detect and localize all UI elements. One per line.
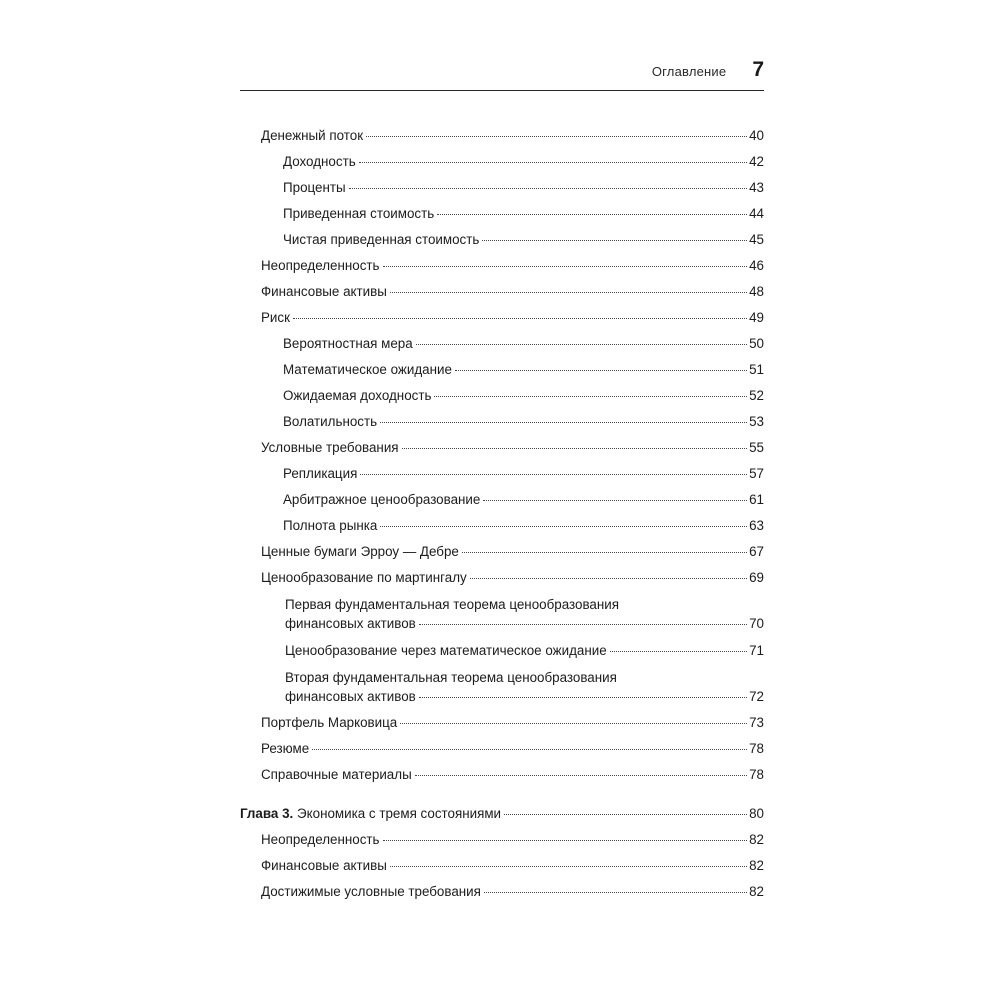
toc-entry-page: 70 xyxy=(749,616,764,631)
toc-entry[interactable] xyxy=(261,282,764,302)
toc-entry-title: Ожидаемая доходность xyxy=(283,388,432,403)
toc-entry[interactable] xyxy=(261,126,764,146)
toc-entry-title: Волатильность xyxy=(283,414,378,429)
toc-entry-title-line1[interactable]: Первая фундаментальная теорема ценообразования xyxy=(285,597,619,612)
dot-leader xyxy=(349,188,747,189)
toc-entry[interactable] xyxy=(283,516,764,536)
toc-entry-title: финансовых активов xyxy=(285,616,416,631)
toc-entry-page: 40 xyxy=(749,128,764,143)
toc-entry-title: Портфель Марковица xyxy=(261,715,398,730)
toc-entry[interactable] xyxy=(283,152,764,172)
toc-entry-title: финансовых активов xyxy=(285,689,416,704)
dot-leader xyxy=(482,240,747,241)
toc-entry-page: 82 xyxy=(749,832,764,847)
toc-entry[interactable] xyxy=(261,739,764,759)
dot-leader xyxy=(383,840,748,841)
toc-entry[interactable] xyxy=(261,256,764,276)
dot-leader xyxy=(380,526,747,527)
toc-entry[interactable] xyxy=(285,641,764,661)
dot-leader xyxy=(383,266,748,267)
toc-entry[interactable] xyxy=(261,713,764,733)
toc-entry-title: Ценные бумаги Эрроу — Дебре xyxy=(261,544,459,559)
toc-entry[interactable] xyxy=(283,386,764,406)
chapter-title-text: Экономика с тремя состояниями xyxy=(293,806,502,821)
toc-entry-page: 82 xyxy=(749,884,764,899)
toc-entry[interactable] xyxy=(283,412,764,432)
toc-entry[interactable] xyxy=(261,568,764,588)
toc-entry-page: 46 xyxy=(749,258,764,273)
dot-leader xyxy=(416,344,747,345)
toc-entry-page: 44 xyxy=(749,206,764,221)
toc-entry-page: 43 xyxy=(749,180,764,195)
toc-entry-title: Неопределенность xyxy=(261,832,380,847)
dot-leader xyxy=(415,775,747,776)
dot-leader xyxy=(380,422,747,423)
toc-entry-title: Ценообразование через математическое ожидание xyxy=(285,643,607,658)
toc-entry[interactable] xyxy=(283,490,764,510)
toc-entry[interactable] xyxy=(261,308,764,328)
toc-entry-title: Финансовые активы xyxy=(261,284,387,299)
toc-entry-page: 55 xyxy=(749,440,764,455)
toc-entry-page: 72 xyxy=(749,689,764,704)
toc-entry[interactable] xyxy=(283,178,764,198)
toc-chapter-entry[interactable] xyxy=(240,804,764,824)
header-section-title: Оглавление xyxy=(651,64,727,79)
toc-entry[interactable] xyxy=(261,765,764,785)
toc-entry-page: 67 xyxy=(749,544,764,559)
dot-leader xyxy=(483,500,747,501)
toc-entry-title: Приведенная стоимость xyxy=(283,206,435,221)
toc-entry[interactable] xyxy=(261,830,764,850)
toc-entry-title: Неопределенность xyxy=(261,258,380,273)
toc-entry-title: Вероятностная мера xyxy=(283,336,413,351)
toc-entry-title: Арбитражное ценообразование xyxy=(283,492,481,507)
dot-leader xyxy=(610,651,747,652)
toc-entry-title: Условные требования xyxy=(261,440,399,455)
dot-leader xyxy=(504,814,747,815)
toc-entry-title: Репликация xyxy=(283,466,358,481)
toc-entry-page: 78 xyxy=(749,741,764,756)
toc-entry-title: Справочные материалы xyxy=(261,767,412,782)
toc-entry[interactable] xyxy=(283,230,764,250)
toc-entry-title: Денежный поток xyxy=(261,128,364,143)
toc-entry-title: Финансовые активы xyxy=(261,858,387,873)
toc-entry-title: Риск xyxy=(261,310,290,325)
toc-entry-page: 48 xyxy=(749,284,764,299)
toc-entry-page: 50 xyxy=(749,336,764,351)
toc-entry[interactable] xyxy=(261,438,764,458)
dot-leader xyxy=(390,292,747,293)
toc-chapter-title xyxy=(240,804,501,824)
header-page-number: 7 xyxy=(752,58,764,81)
dot-leader xyxy=(455,370,747,371)
toc-entry-title-line1[interactable]: Вторая фундаментальная теорема ценообразования xyxy=(285,670,617,685)
toc-entry[interactable] xyxy=(283,360,764,380)
toc-entry-title: Полнота рынка xyxy=(283,518,378,533)
dot-leader xyxy=(400,723,747,724)
toc-entry-title: Математическое ожидание xyxy=(283,362,452,377)
toc-entry[interactable] xyxy=(283,464,764,484)
toc-entry-title: Чистая приведенная стоимость xyxy=(283,232,480,247)
dot-leader xyxy=(484,892,747,893)
toc-entry-page: 51 xyxy=(749,362,764,377)
dot-leader xyxy=(366,136,747,137)
dot-leader xyxy=(434,396,747,397)
dot-leader xyxy=(390,866,747,867)
toc-entry-page: 78 xyxy=(749,767,764,782)
dot-leader xyxy=(470,578,747,579)
toc-entry-page: 80 xyxy=(749,806,764,821)
toc-entry-page: 71 xyxy=(749,643,764,658)
toc-entry[interactable] xyxy=(283,334,764,354)
dot-leader xyxy=(402,448,748,449)
toc-entry-page: 49 xyxy=(749,310,764,325)
toc-entry[interactable] xyxy=(285,614,764,634)
dot-leader xyxy=(462,552,747,553)
toc-entry[interactable] xyxy=(283,204,764,224)
toc-entry-title: Резюме xyxy=(261,741,310,756)
dot-leader xyxy=(359,162,747,163)
toc-entry-title: Достижимые условные требования xyxy=(261,884,481,899)
toc-entry-page: 61 xyxy=(749,492,764,507)
dot-leader xyxy=(293,318,747,319)
toc-entry-page: 45 xyxy=(749,232,764,247)
toc-entry-page: 53 xyxy=(749,414,764,429)
dot-leader xyxy=(419,697,747,698)
toc-entry[interactable] xyxy=(261,882,764,902)
dot-leader xyxy=(312,749,747,750)
chapter-label: Глава 3. xyxy=(240,806,294,821)
toc-entry[interactable] xyxy=(285,687,764,707)
toc-entry-title: Доходность xyxy=(283,154,356,169)
toc-entry-page: 42 xyxy=(749,154,764,169)
dot-leader xyxy=(419,624,747,625)
toc-entry-page: 73 xyxy=(749,715,764,730)
dot-leader xyxy=(437,214,747,215)
toc-entry-title: Проценты xyxy=(283,180,346,195)
toc-entry-page: 82 xyxy=(749,858,764,873)
toc-entry-page: 69 xyxy=(749,570,764,585)
toc-entry[interactable] xyxy=(261,856,764,876)
toc-entry-page: 63 xyxy=(749,518,764,533)
dot-leader xyxy=(360,474,747,475)
toc-entry-page: 57 xyxy=(749,466,764,481)
toc-entry[interactable] xyxy=(261,542,764,562)
toc-entry-page: 52 xyxy=(749,388,764,403)
toc-entry-title: Ценообразование по мартингалу xyxy=(261,570,467,585)
